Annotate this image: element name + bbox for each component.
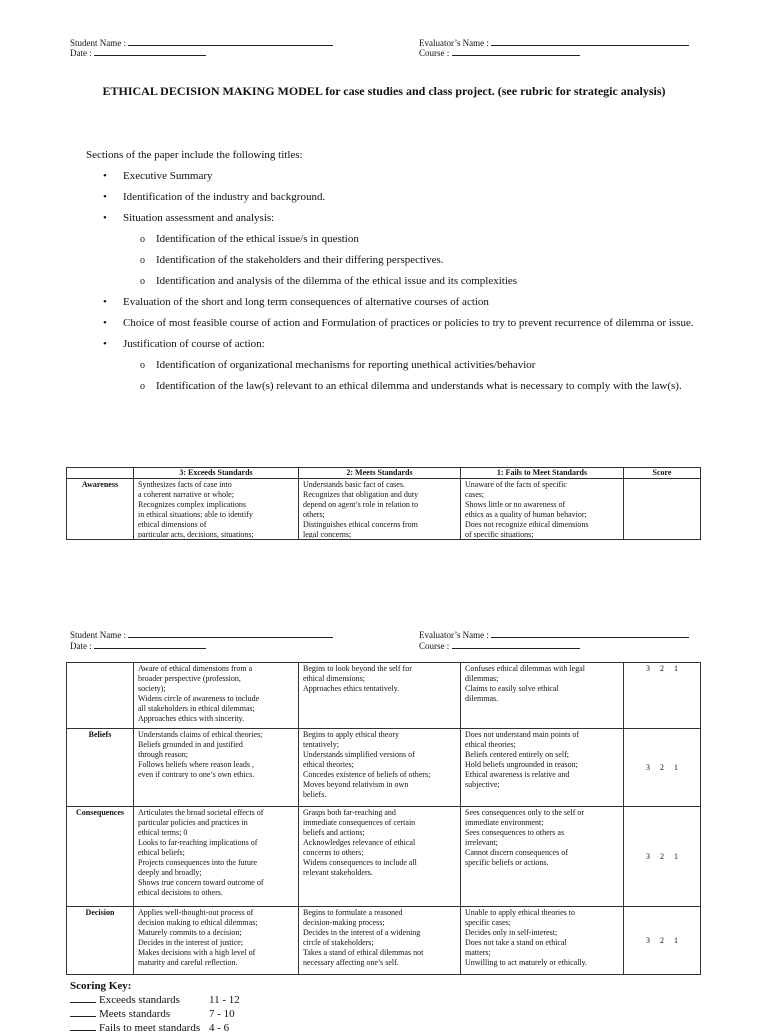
meets-cell: Understands basic fact of cases. Recognizes that obligation and duty depend on agent’s role in relation to others; Distinguishes ethical concerns from legal concerns; [299, 479, 461, 540]
evaluator-name-line [491, 37, 689, 46]
exceeds-cell: Articulates the broad societal effects of particular policies and practices in ethical terms; 0 Looks to far-reaching implications of ethical beliefs; Projects consequences into the future deeply and broadly; Shows true concern toward outcome of ethical decisions to others. [134, 807, 299, 907]
header-cell: 1: Fails to Meet Standards [461, 468, 624, 479]
table-row [67, 907, 701, 975]
date-line [94, 47, 206, 56]
course-line [452, 640, 580, 649]
document-title: ETHICAL DECISION MAKING MODEL for case studies and class project. (see rubric for strategic analysis) [102, 84, 666, 98]
score-cell: 3 2 1 [624, 729, 701, 807]
table-row [67, 807, 701, 907]
criterion-cell: Consequences [67, 807, 134, 907]
criterion-cell: Beliefs [67, 729, 134, 807]
scoring-key-item: Meets standards 7 - 10 [70, 1007, 240, 1021]
list-item: o Identification of organizational mechanisms for reporting unethical activities/behavior [86, 355, 706, 376]
date-field-page2: Date : [70, 640, 206, 652]
student-name-field: Student Name : [70, 37, 333, 49]
meets-cell: Begins to look beyond the self for ethical dimensions; Approaches ethics tentatively. [299, 663, 461, 729]
student-name-field-page2: Student Name : [70, 629, 333, 641]
course-line [452, 47, 580, 56]
scoring-key-item: Exceeds standards 11 - 12 [70, 993, 240, 1007]
header-cell: 2: Meets Standards [299, 468, 461, 479]
student-name-line [128, 37, 333, 46]
exceeds-cell: Applies well-thought-out process of decision making to ethical dilemmas; Maturely commits to a decision; Decides in the interest of justice; Makes decisions with a high level of maturity and careful reflection. [134, 907, 299, 975]
scoring-key [70, 980, 240, 1035]
date-line [94, 640, 206, 649]
scoring-key-title: Scoring Key: [70, 980, 132, 992]
exceeds-cell: Aware of ethical dimensions from a broader perspective (profession, society); Widens circle of awareness to include all stakeholders in ethical dilemmas; Approaches ethics with sincerity. [134, 663, 299, 729]
score-cell: 3 2 1 [624, 807, 701, 907]
table-row [67, 663, 701, 729]
list-item: o Identification and analysis of the dilemma of the ethical issue and its complexities [86, 271, 706, 292]
exceeds-cell: Synthesizes facts of case into a coherent narrative or whole; Recognizes complex implications in ethical situations; able to identify ethical dimensions of particular acts, decisions, situations; [134, 479, 299, 540]
fails-cell: Unable to apply ethical theories to specific cases; Decides only in self-interest; Does not take a stand on ethical matters; Unwilling to act maturely or ethically. [461, 907, 624, 975]
criterion-cell: Decision [67, 907, 134, 975]
header-cell [67, 468, 134, 479]
rubric-table-top [66, 467, 701, 540]
fails-cell: Unaware of the facts of specific cases; Shows little or no awareness of ethics as a quality of human behavior; Does not recognize ethical dimensions of specific situations; [461, 479, 624, 540]
header-cell: Score [624, 468, 701, 479]
list-item: • Executive Summary [86, 166, 706, 187]
meets-cell: Grasps both far-reaching and immediate consequences of certain beliefs and actions; Acknowledges relevance of ethical concerns to others; Widens consequences to include all relevant stakeholders. [299, 807, 461, 907]
exceeds-cell: Understands claims of ethical theories; Beliefs grounded in and justified through reason; Follows beliefs where reason leads , even if contrary to one’s own ethics. [134, 729, 299, 807]
table-row [67, 479, 701, 540]
score-cell: 3 2 1 [624, 663, 701, 729]
student-name-line [128, 629, 333, 638]
fails-cell: Sees consequences only to the self or immediate environment; Sees consequences to others as irrelevant; Cannot discern consequences of specific beliefs or actions. [461, 807, 624, 907]
scoring-key-item: Fails to meet standards 4 - 6 [70, 1021, 240, 1035]
fails-cell: Does not understand main points of ethical theories; Beliefs centered entirely on self; Hold beliefs ungrounded in reason; Ethical awareness is relative and subjective; [461, 729, 624, 807]
evaluator-name-field-page2: Evaluator’s Name : [419, 629, 689, 641]
course-field-page2: Course : [419, 640, 580, 652]
meets-cell: Begins to formulate a reasoned decision-making process; Decides in the interest of a widening circle of stakeholders; Takes a stand of ethical dilemmas not necessary affecting one’s self. [299, 907, 461, 975]
table-header-row [67, 468, 701, 479]
sections-list [86, 145, 706, 397]
list-item: o Identification of the law(s) relevant to an ethical dilemma and understands what is necessary to comply with the law(s). [86, 376, 706, 397]
list-item: • Identification of the industry and background. [86, 187, 706, 208]
criterion-cell [67, 663, 134, 729]
list-item: • Justification of course of action: [86, 334, 706, 355]
list-item: • Situation assessment and analysis: [86, 208, 706, 229]
header-cell: 3: Exceeds Standards [134, 468, 299, 479]
fails-cell: Confuses ethical dilemmas with legal dilemmas; Claims to easily solve ethical dilemmas. [461, 663, 624, 729]
evaluator-name-field: Evaluator’s Name : [419, 37, 689, 49]
list-item: • Evaluation of the short and long term consequences of alternative courses of action [86, 292, 706, 313]
sections-intro: Sections of the paper include the following titles: [86, 149, 303, 161]
list-item: o Identification of the stakeholders and their differing perspectives. [86, 250, 706, 271]
list-item: o Identification of the ethical issue/s in question [86, 229, 706, 250]
course-field: Course : [419, 47, 580, 59]
evaluator-name-line [491, 629, 689, 638]
criterion-cell: Awareness [67, 479, 134, 540]
meets-cell: Begins to apply ethical theory tentatively; Understands simplified versions of ethical theories; Concedes existence of beliefs of others; Moves beyond relativism in own beliefs. [299, 729, 461, 807]
score-cell [624, 479, 701, 540]
score-cell: 3 2 1 [624, 907, 701, 975]
table-row [67, 729, 701, 807]
list-item: • Choice of most feasible course of action and Formulation of practices or policies to try to prevent recurrence of dilemma or issue. [86, 313, 706, 334]
date-field: Date : [70, 47, 206, 59]
rubric-table-continued [66, 662, 701, 975]
